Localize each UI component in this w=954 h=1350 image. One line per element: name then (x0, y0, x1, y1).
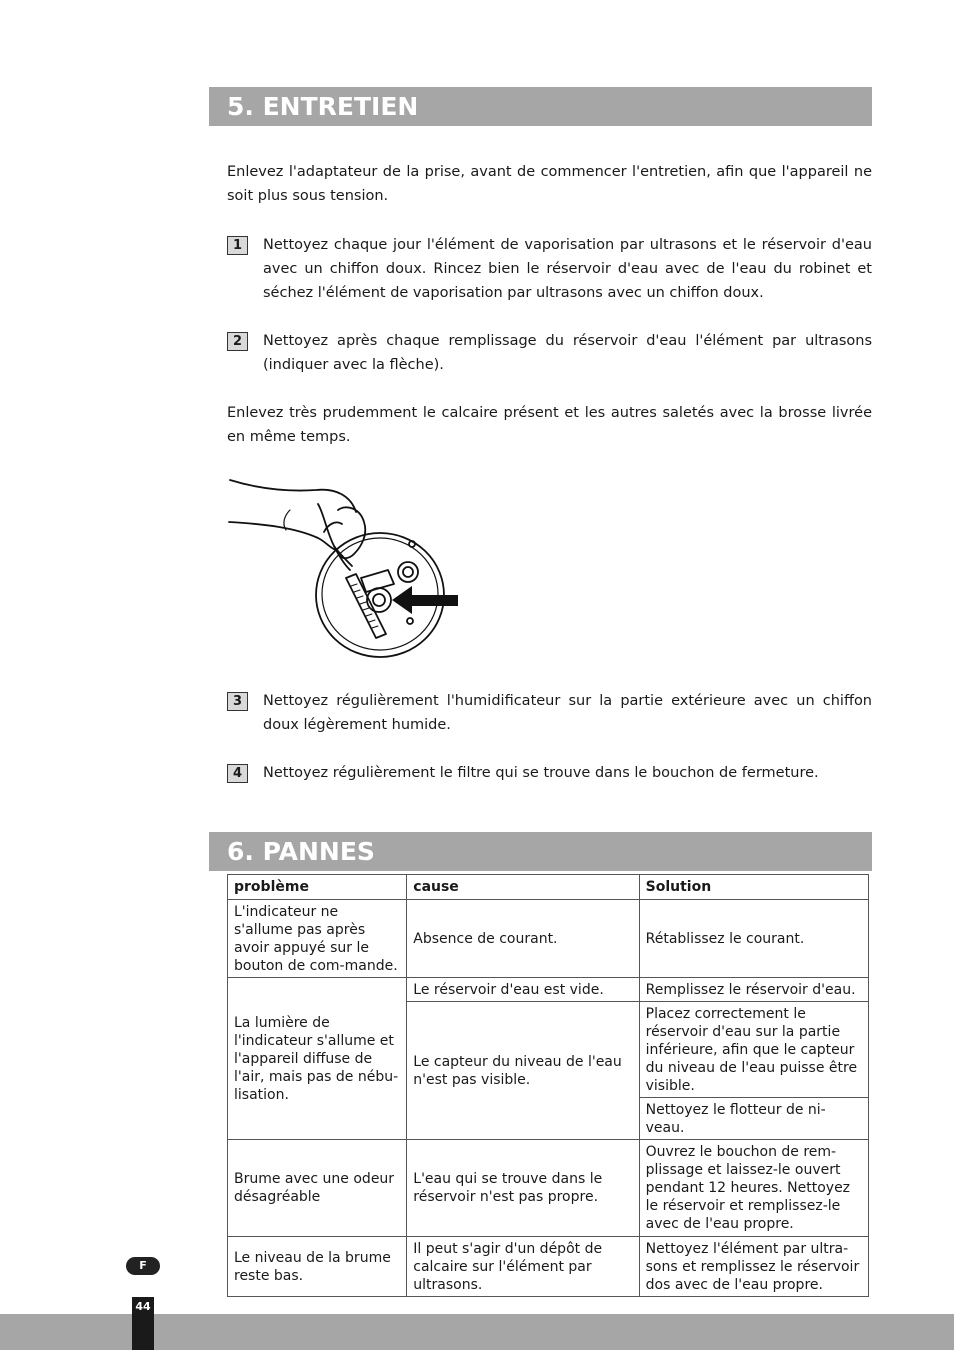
page-number: 44 (132, 1297, 154, 1350)
table-header-row (228, 875, 869, 900)
step-4 (227, 761, 872, 785)
arrow-indicator (392, 586, 458, 614)
troubleshooting-table (227, 874, 869, 1297)
header-solution: Solution (639, 875, 868, 900)
step-2 (227, 329, 872, 377)
step-text: Nettoyez après chaque remplissage du réservoir d'eau l'élément par ultrasons (indiquer avec la flèche). (263, 333, 872, 373)
table-row (228, 900, 869, 978)
section-title-maintenance: 5. ENTRETIEN (209, 87, 872, 126)
cause-cell: Absence de courant. (407, 900, 639, 978)
solution-cell: Nettoyez l'élément par ultra-sons et remplissez le réservoir dos avec de l'eau propre. (639, 1237, 868, 1297)
table-row (228, 1140, 869, 1237)
step-text: Nettoyez chaque jour l'élément de vaporisation par ultrasons et le réservoir d'eau avec un chiffon doux. Rincez bien le réservoir d'eau avec de l'eau du robinet et séchez l'élément de vaporisation par ultrasons avec un chiffon doux. (263, 237, 872, 301)
step-number: 4 (227, 764, 248, 783)
header-problem: problème (228, 875, 407, 900)
cause-cell: Le réservoir d'eau est vide. (407, 978, 639, 1002)
problem-cell: Le niveau de la brume reste bas. (228, 1237, 407, 1297)
step-1 (227, 233, 872, 305)
language-badge: F (126, 1257, 160, 1275)
float-housing (398, 562, 418, 582)
intro-paragraph: Enlevez l'adaptateur de la prise, avant de commencer l'entretien, afin que l'appareil ne soit plus sous tension. (227, 164, 872, 204)
cause-cell: Il peut s'agir d'un dépôt de calcaire sur l'élément par ultrasons. (407, 1237, 639, 1297)
problem-cell: L'indicateur ne s'allume pas après avoir appuyé sur le bouton de com-mande. (228, 900, 407, 978)
table-row (228, 1237, 869, 1297)
cleaning-note: Enlevez très prudemment le calcaire présent et les autres saletés avec la brosse livrée en même temps. (227, 405, 872, 445)
cause-cell: L'eau qui se trouve dans le réservoir n'est pas propre. (407, 1140, 639, 1237)
step-number: 3 (227, 692, 248, 711)
step-number: 2 (227, 332, 248, 351)
solution-cell: Rétablissez le courant. (639, 900, 868, 978)
problem-cell: La lumière de l'indicateur s'allume et l'appareil diffuse de l'air, mais pas de nébu-lisation. (228, 978, 407, 1140)
solution-cell: Remplissez le réservoir d'eau. (639, 978, 868, 1002)
arm-top (230, 480, 356, 512)
solution-cell: Nettoyez le flotteur de ni-veau. (639, 1098, 868, 1140)
step-3 (227, 689, 872, 737)
arm-bottom (229, 522, 336, 550)
header-cause: cause (407, 875, 639, 900)
step-text: Nettoyez régulièrement l'humidificateur sur la partie extérieure avec un chiffon doux légèrement humide. (263, 693, 872, 733)
table-row (228, 978, 869, 1002)
cause-cell: Le capteur du niveau de l'eau n'est pas visible. (407, 1002, 639, 1140)
solution-cell: Placez correctement le réservoir d'eau sur la partie inférieure, afin que le capteur du niveau de l'eau puisse être visible. (639, 1002, 868, 1098)
step-text: Nettoyez régulièrement le filtre qui se trouve dans le bouchon de fermeture. (263, 765, 819, 781)
section-title-troubleshooting: 6. PANNES (209, 832, 872, 871)
cleaning-illustration (226, 474, 462, 662)
solution-cell: Ouvrez le bouchon de rem-plissage et laissez-le ouvert pendant 12 heures. Nettoyez le réservoir et remplissez-le avec de l'eau propre. (639, 1140, 868, 1237)
step-number: 1 (227, 236, 248, 255)
hand (338, 507, 365, 558)
problem-cell: Brume avec une odeur désagréable (228, 1140, 407, 1237)
